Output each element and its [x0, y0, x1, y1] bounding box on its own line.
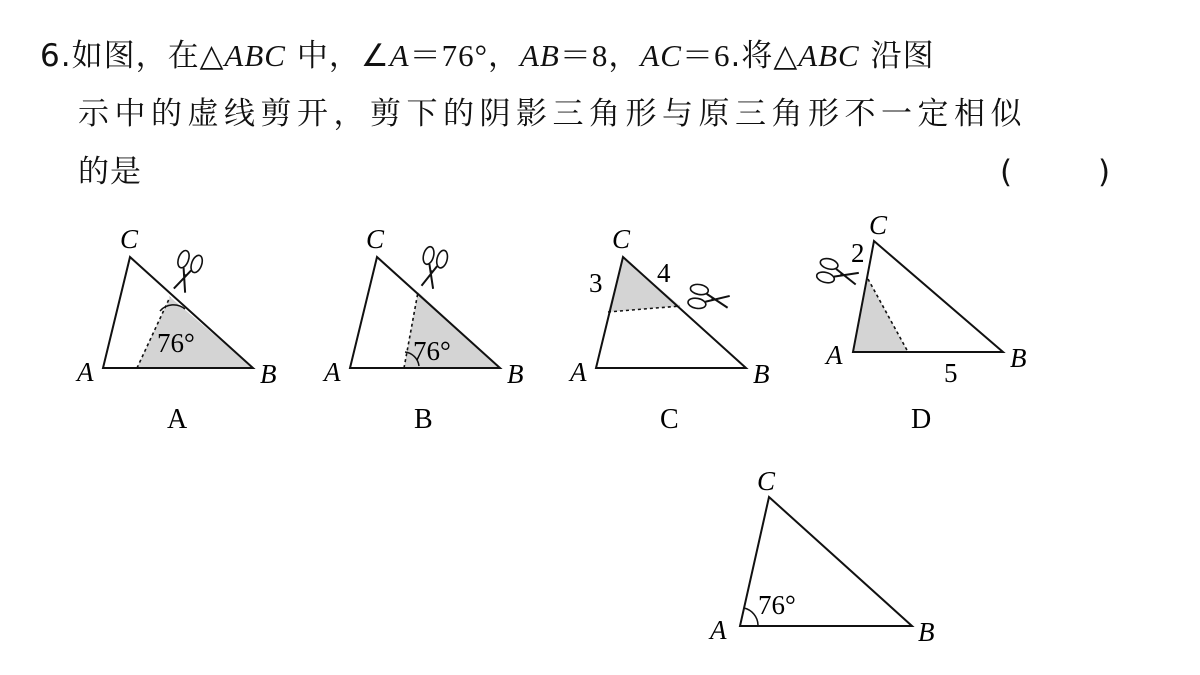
option-label-a: A — [167, 404, 188, 435]
vertex-label-c: C — [612, 224, 631, 254]
angle-arc — [744, 608, 758, 625]
vertex-label-a: A — [826, 340, 843, 370]
vertex-label-b: B — [918, 617, 935, 647]
figure-a — [75, 224, 277, 435]
question-line-3: 的是 — [78, 154, 142, 190]
option-label-b: B — [414, 404, 433, 435]
figure-c — [568, 224, 770, 435]
scissors-icon — [168, 249, 204, 295]
triangle-abc — [596, 257, 746, 368]
vertex-label-b: B — [1010, 343, 1027, 373]
length-label-5: 5 — [944, 358, 958, 388]
answer-paren-left: ( — [1000, 154, 1013, 190]
vertex-label-b: B — [507, 359, 524, 389]
vertex-label-a: A — [570, 357, 587, 387]
question-number: 6. — [40, 38, 72, 74]
question-line-2: 示中的虚线剪开，剪下的阴影三角形与原三角形不一定相似 — [78, 96, 1027, 132]
vertex-label-c: C — [120, 224, 139, 254]
length-label-3: 3 — [589, 268, 603, 298]
shaded-triangle — [853, 279, 908, 352]
length-label-2: 2 — [851, 238, 865, 268]
angle-label: 76° — [413, 336, 451, 366]
vertex-label-a: A — [710, 615, 727, 645]
vertex-label-c: C — [869, 210, 888, 240]
scissors-icon — [416, 246, 450, 291]
angle-label: 76° — [758, 590, 796, 620]
vertex-label-b: B — [753, 359, 770, 389]
question-line-1: 6.如图，在△ABC 中，∠A＝76°，AB＝8，AC＝6.将△ABC 沿图 — [40, 38, 935, 74]
option-label-c: C — [660, 404, 679, 435]
vertex-label-c: C — [366, 224, 385, 254]
angle-label: 76° — [157, 328, 195, 358]
length-label-4: 4 — [657, 258, 671, 288]
option-label-d: D — [911, 404, 932, 435]
vertex-label-a: A — [324, 357, 341, 387]
vertex-label-a: A — [77, 357, 94, 387]
answer-paren-right: ) — [1098, 154, 1111, 190]
shaded-triangle — [137, 297, 253, 368]
scissors-icon — [687, 283, 731, 314]
figure-b — [322, 224, 524, 435]
vertex-label-b: B — [260, 359, 277, 389]
figure-d — [816, 210, 1027, 435]
vertex-label-c: C — [757, 466, 776, 496]
original-triangle — [708, 466, 935, 647]
